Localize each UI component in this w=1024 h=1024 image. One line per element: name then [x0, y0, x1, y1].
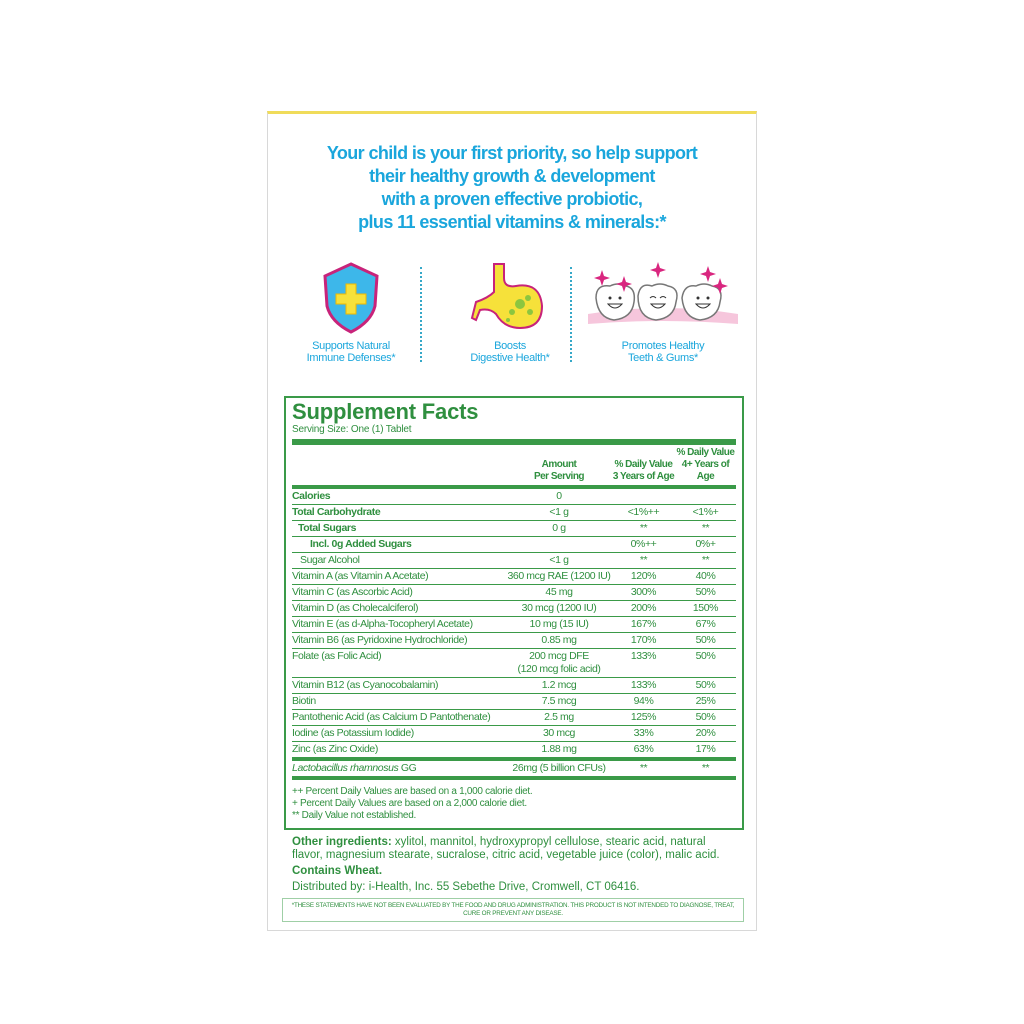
footnote: ** Daily Value not established.: [292, 810, 416, 821]
daily-value-4yrs: 50%: [675, 585, 736, 601]
benefits-row: [268, 262, 756, 382]
daily-value-4yrs: 25%: [675, 694, 736, 710]
table-row: [292, 487, 736, 505]
benefit-label: Boosts Digestive Health*: [470, 340, 550, 364]
daily-value-4yrs: **: [675, 759, 736, 778]
daily-value-3yrs: 200%: [612, 601, 675, 617]
amount-per-serving: 1.88 mg: [506, 742, 612, 760]
fda-disclaimer: *THESE STATEMENTS HAVE NOT BEEN EVALUATED BY THE FOOD AND DRUG ADMINISTRATION. THIS PRODUCT IS NOT INTENDED TO DIAGNOSE, TREAT, CURE OR PREVENT ANY DISEASE.: [282, 898, 744, 922]
amount-per-serving: [506, 537, 612, 553]
shield-plus-icon: [321, 262, 381, 334]
daily-value-4yrs: 17%: [675, 742, 736, 760]
nutrient-name: Iodine (as Potassium Iodide): [292, 726, 506, 742]
daily-value-3yrs: **: [612, 759, 675, 778]
table-row: [292, 759, 736, 778]
table-row: [292, 617, 736, 633]
allergen-statement: Contains Wheat.: [292, 865, 383, 877]
daily-value-4yrs: **: [675, 521, 736, 537]
supplement-facts-panel: [284, 396, 744, 830]
daily-value-4yrs: 20%: [675, 726, 736, 742]
supplement-facts-table: [292, 445, 736, 780]
table-row: [292, 601, 736, 617]
daily-value-3yrs: 170%: [612, 633, 675, 649]
footnotes: [292, 786, 736, 822]
daily-value-4yrs: [675, 487, 736, 505]
daily-value-4yrs: <1%+: [675, 505, 736, 521]
daily-value-3yrs: 0%++: [612, 537, 675, 553]
daily-value-3yrs: 120%: [612, 569, 675, 585]
nutrient-name: Vitamin A (as Vitamin A Acetate): [292, 569, 506, 585]
benefit-label: Supports Natural Immune Defenses*: [306, 340, 396, 364]
daily-value-4yrs: 0%+: [675, 537, 736, 553]
nutrient-name: Sugar Alcohol: [292, 553, 506, 569]
nutrient-name: Total Carbohydrate: [292, 505, 506, 521]
table-row: [292, 585, 736, 601]
amount-per-serving: <1 g: [506, 505, 612, 521]
table-row: [292, 633, 736, 649]
daily-value-3yrs: 167%: [612, 617, 675, 633]
amount-per-serving: 7.5 mcg: [506, 694, 612, 710]
benefit-digestive: [435, 262, 585, 364]
table-row: [292, 537, 736, 553]
nutrient-name: Folate (as Folic Acid): [292, 649, 506, 678]
amount-per-serving: 10 mg (15 IU): [506, 617, 612, 633]
package-panel: [267, 111, 757, 931]
nutrient-name: Vitamin D (as Cholecalciferol): [292, 601, 506, 617]
table-row: [292, 553, 736, 569]
daily-value-3yrs: 300%: [612, 585, 675, 601]
daily-value-3yrs: <1%++: [612, 505, 675, 521]
amount-per-serving: 0: [506, 487, 612, 505]
daily-value-3yrs: 133%: [612, 649, 675, 678]
dotted-divider: [570, 267, 572, 362]
header-dv-4yrs: % Daily Value 4+ Years of Age: [675, 445, 736, 487]
daily-value-4yrs: 40%: [675, 569, 736, 585]
nutrient-name: Total Sugars: [292, 521, 506, 537]
nutrient-name: Calories: [292, 487, 506, 505]
daily-value-3yrs: 125%: [612, 710, 675, 726]
daily-value-3yrs: [612, 487, 675, 505]
nutrient-name: Pantothenic Acid (as Calcium D Pantothenate): [292, 710, 506, 726]
daily-value-4yrs: 67%: [675, 617, 736, 633]
serving-size: Serving Size: One (1) Tablet: [292, 424, 412, 435]
amount-per-serving: 0 g: [506, 521, 612, 537]
table-row: [292, 505, 736, 521]
headline-line: with a proven effective probiotic,: [381, 189, 643, 209]
amount-per-serving: 30 mcg (1200 IU): [506, 601, 612, 617]
daily-value-3yrs: 63%: [612, 742, 675, 760]
daily-value-3yrs: 133%: [612, 678, 675, 694]
benefit-label: Promotes Healthy Teeth & Gums*: [621, 340, 705, 364]
ingredients-section: [292, 836, 732, 894]
nutrient-name: Zinc (as Zinc Oxide): [292, 742, 506, 760]
table-row: [292, 678, 736, 694]
table-header: [292, 445, 736, 487]
daily-value-4yrs: 50%: [675, 633, 736, 649]
nutrient-name: Incl. 0g Added Sugars: [292, 537, 506, 553]
daily-value-4yrs: 50%: [675, 649, 736, 678]
footnote: + Percent Daily Values are based on a 2,000 calorie diet.: [292, 798, 527, 809]
amount-per-serving: <1 g: [506, 553, 612, 569]
daily-value-3yrs: 94%: [612, 694, 675, 710]
dotted-divider: [420, 267, 422, 362]
benefit-teeth: [588, 262, 738, 364]
distributor: Distributed by: i-Health, Inc. 55 Sebethe Drive, Cromwell, CT 06416.: [292, 881, 640, 893]
other-ingredients: Other ingredients: xylitol, mannitol, hydroxypropyl cellulose, stearic acid, natural flavor, magnesium stearate, sucralose, citric acid, vegetable juice (color), malic acid.: [292, 836, 720, 861]
headline-line: their healthy growth & development: [369, 166, 655, 186]
amount-per-serving: 45 mg: [506, 585, 612, 601]
header-dv-3yrs: % Daily Value 3 Years of Age: [612, 445, 675, 487]
table-row: [292, 726, 736, 742]
amount-per-serving: 0.85 mg: [506, 633, 612, 649]
header-amount: Amount Per Serving: [506, 445, 612, 487]
daily-value-3yrs: 33%: [612, 726, 675, 742]
table-row: [292, 649, 736, 678]
amount-per-serving: 30 mcg: [506, 726, 612, 742]
amount-per-serving: 2.5 mg: [506, 710, 612, 726]
table-row: [292, 742, 736, 760]
daily-value-4yrs: 150%: [675, 601, 736, 617]
amount-per-serving: 200 mcg DFE (120 mcg folic acid): [506, 649, 612, 678]
amount-per-serving: 26mg (5 billion CFUs): [506, 759, 612, 778]
nutrient-name: Biotin: [292, 694, 506, 710]
nutrient-name: Vitamin B12 (as Cyanocobalamin): [292, 678, 506, 694]
nutrient-name: Lactobacillus rhamnosus GG: [292, 759, 506, 778]
table-row: [292, 710, 736, 726]
nutrient-name: Vitamin B6 (as Pyridoxine Hydrochloride): [292, 633, 506, 649]
amount-per-serving: 360 mcg RAE (1200 IU): [506, 569, 612, 585]
daily-value-3yrs: **: [612, 521, 675, 537]
headline: [268, 142, 756, 234]
amount-per-serving: 1.2 mcg: [506, 678, 612, 694]
daily-value-4yrs: 50%: [675, 710, 736, 726]
table-row: [292, 694, 736, 710]
daily-value-4yrs: 50%: [675, 678, 736, 694]
table-row: [292, 521, 736, 537]
supplement-facts-title: Supplement Facts: [292, 399, 479, 424]
nutrient-name: Vitamin C (as Ascorbic Acid): [292, 585, 506, 601]
headline-line: plus 11 essential vitamins & minerals:*: [358, 212, 666, 232]
daily-value-3yrs: **: [612, 553, 675, 569]
headline-line: Your child is your first priority, so help support: [326, 143, 698, 163]
nutrient-name: Vitamin E (as d-Alpha-Tocopheryl Acetate): [292, 617, 506, 633]
footnote: ++ Percent Daily Values are based on a 1,000 calorie diet.: [292, 786, 533, 797]
benefit-immune: [276, 262, 426, 364]
daily-value-4yrs: **: [675, 553, 736, 569]
smiling-teeth-icon: [588, 262, 738, 334]
table-row: [292, 569, 736, 585]
stomach-icon: [470, 262, 550, 334]
